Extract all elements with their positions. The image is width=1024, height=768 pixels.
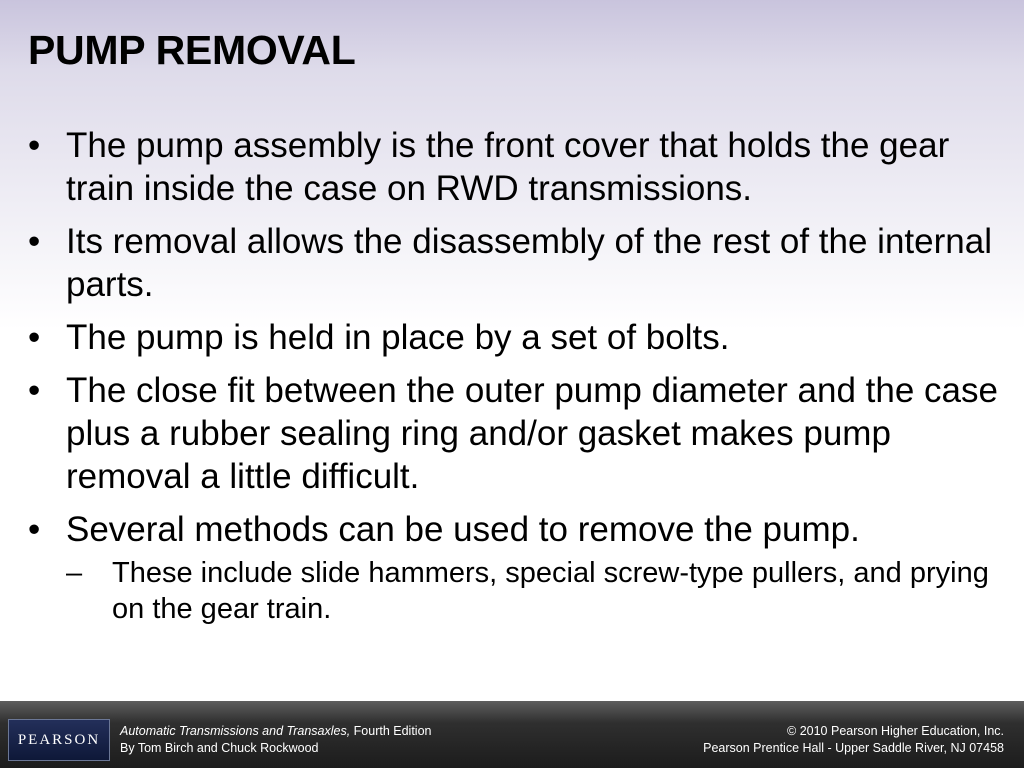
book-authors: By Tom Birch and Chuck Rockwood (120, 741, 319, 755)
footer-publisher-info (703, 723, 1004, 757)
bullet-text: The pump is held in place by a set of bolts. (66, 318, 730, 357)
bullet-icon: • (28, 371, 41, 410)
pearson-logo (8, 719, 110, 761)
bullet-icon: • (28, 318, 41, 357)
sub-bullet-list (66, 555, 1003, 627)
bullet-item (28, 316, 1003, 359)
bullet-text: The pump assembly is the front cover that holds the gear train inside the case on RWD transmissions. (66, 126, 950, 208)
bullet-icon: • (28, 126, 41, 165)
footer-book-info (120, 723, 431, 757)
footer-title-line (120, 723, 431, 740)
publisher-text: Pearson Prentice Hall - Upper Saddle River, NJ 07458 (703, 741, 1004, 755)
bullet-item (28, 220, 1003, 306)
slide-title: PUMP REMOVAL (28, 27, 356, 73)
sub-bullet-item (66, 555, 1003, 627)
book-title: Automatic Transmissions and Transaxles, (120, 724, 351, 738)
bullet-item (28, 508, 1003, 627)
bullet-item (28, 124, 1003, 210)
bullet-list (28, 124, 1003, 637)
bullet-text: Several methods can be used to remove the pump. (66, 510, 860, 549)
bullet-text: Its removal allows the disassembly of the rest of the internal parts. (66, 222, 992, 304)
dash-icon: – (66, 557, 83, 589)
footer-bar (0, 701, 1024, 768)
bullet-icon: • (28, 510, 41, 549)
logo-text: PEARSON (17, 731, 101, 748)
bullet-icon: • (28, 222, 41, 261)
bullet-item (28, 369, 1003, 498)
copyright-text: © 2010 Pearson Higher Education, Inc. (787, 724, 1004, 738)
sub-bullet-text: These include slide hammers, special screw-type pullers, and prying on the gear train. (112, 557, 989, 625)
book-edition: Fourth Edition (350, 724, 432, 738)
bullet-text: The close fit between the outer pump diameter and the case plus a rubber sealing ring and/or gasket makes pump removal a little difficult. (66, 371, 998, 496)
